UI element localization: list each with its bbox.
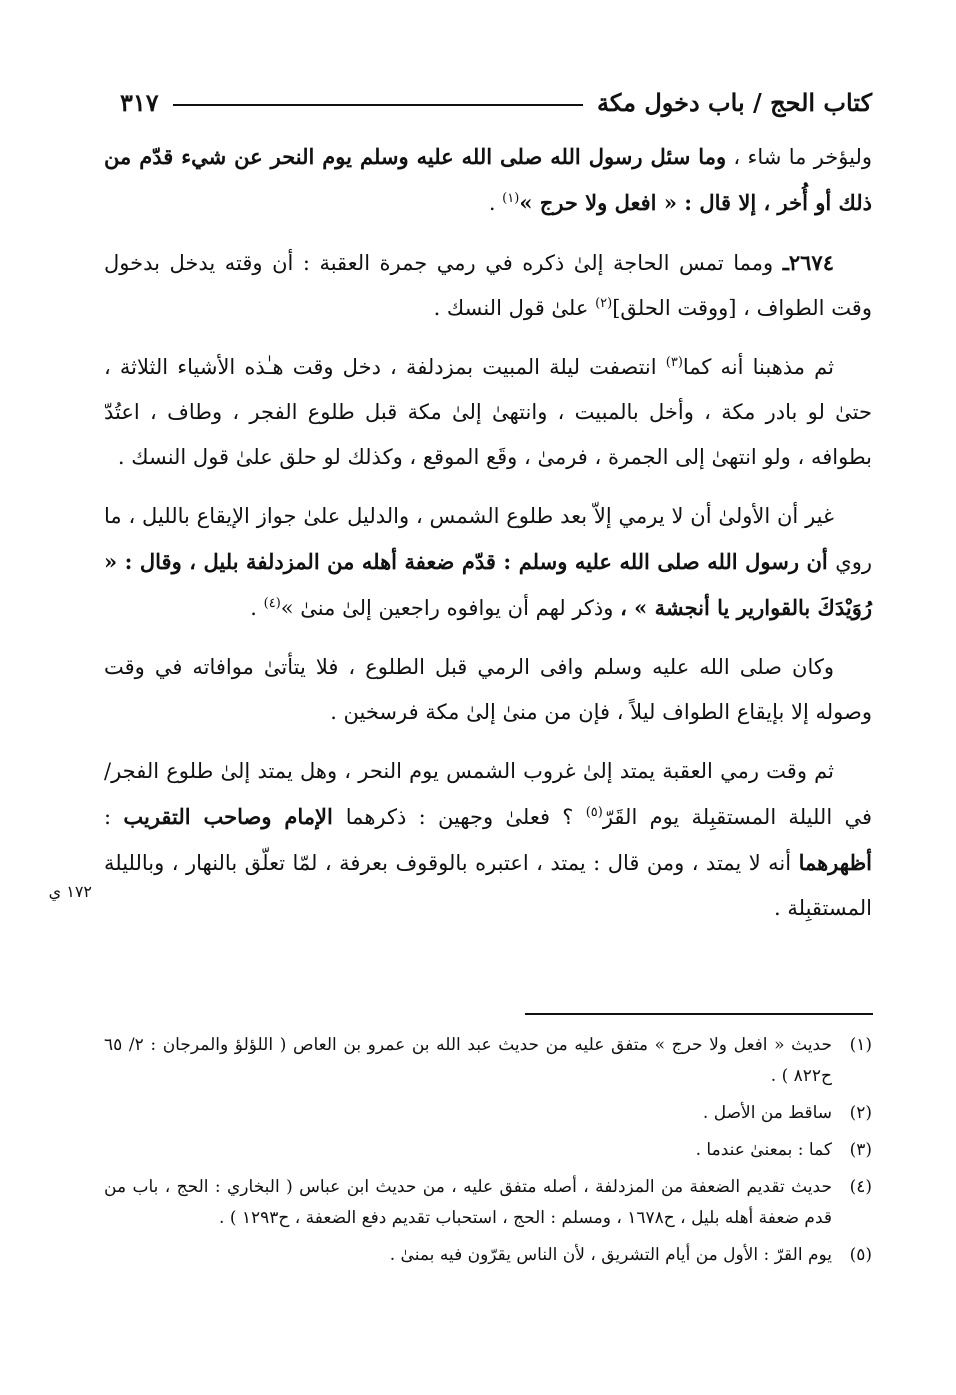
header-rule	[173, 104, 583, 106]
hadith-text: أن رسول الله صلى الله عليه وسلم : قدّم ضعفة أهله من المزدلفة بليل ، وقال : « رُوَيْدَكَ بالقوارير يا أنجشة » ،	[104, 549, 872, 620]
main-text	[104, 134, 872, 945]
footnote-ref: (٢)	[595, 296, 613, 311]
paragraph-text: وذكر لهم أن يوافوه راجعين إلىٰ منىٰ »	[280, 596, 621, 620]
paragraph-6	[104, 749, 872, 931]
running-header	[120, 82, 872, 122]
footnote-item	[104, 1172, 872, 1234]
footnote-ref: (١)	[502, 191, 520, 206]
paragraph-5	[104, 645, 872, 735]
footnote-ref: (٤)	[263, 596, 281, 611]
paragraph-text: :	[104, 805, 124, 829]
paragraph-3	[104, 345, 872, 480]
footnote-item	[104, 1098, 872, 1129]
page-number: ٣١٧	[120, 87, 159, 117]
preferred-view-label: أظهرهما	[798, 850, 872, 875]
paragraph-text: ثم مذهبنا أنه كما	[682, 355, 834, 379]
footnote-number: (١)	[849, 1035, 872, 1055]
footnotes	[104, 1030, 872, 1277]
footnote-number: (٤)	[849, 1177, 872, 1197]
footnote-ref: (٣)	[665, 355, 683, 370]
paragraph-text: أنه لا يمتد ، ومن قال : يمتد ، اعتبره بالوقوف بعرفة ، لمّا تعلّق بالنهار ، وبالليلة المستقبِلة .	[104, 851, 872, 920]
paragraph-text: علىٰ قول النسك .	[433, 296, 596, 320]
footnote-item	[104, 1030, 872, 1092]
margin-folio-note: ١٧٢ ي	[48, 882, 92, 901]
paragraph-text: غير أن الأولىٰ أن لا يرمي إلاّ بعد طلوع الشمس ، والدليل علىٰ جواز الإيقاع بالليل ، ما روي	[104, 504, 872, 574]
footnote-number: (٢)	[849, 1103, 872, 1123]
footnote-item	[104, 1240, 872, 1271]
paragraph-text: .	[488, 191, 503, 215]
footnote-number: (٣)	[849, 1140, 872, 1160]
paragraph-4	[104, 494, 872, 631]
paragraph-text: ؟ فعلىٰ وجهين : ذكرهما	[345, 805, 586, 829]
issue-number: ٢٦٧٤ـ	[782, 250, 834, 275]
footnote-text: حديث تقديم الضعفة من المزدلفة ، أصله متفق عليه ، من حديث ابن عباس ( البخاري : الحج ، باب من قدم ضعفة أهله بليل ، ح١٦٧٨ ، ومسلم : الحج ، استحباب تقديم دفع الضعفة ، ح١٢٩٣ ) .	[104, 1177, 832, 1228]
footnote-item	[104, 1135, 872, 1166]
paragraph-1	[104, 134, 872, 226]
footnote-separator	[525, 1013, 873, 1015]
paragraph-2	[104, 240, 872, 331]
footnote-text: يوم القرّ : الأول من أيام التشريق ، لأن الناس يقرّون فيه بمنىٰ .	[389, 1245, 832, 1265]
footnote-text: كما : بمعنىٰ عندما .	[695, 1140, 832, 1160]
footnote-ref: (٥)	[585, 805, 603, 820]
paragraph-text: وكان صلى الله عليه وسلم وافى الرمي قبل الطلوع ، فلا يتأتىٰ موافاته في وقت وصوله إلا بإيقاع الطواف ليلاً ، فإن من منىٰ إلىٰ مكة فرسخين .	[104, 655, 872, 724]
paragraph-text: .	[250, 596, 264, 620]
hadith-text: وما سئل رسول الله صلى الله عليه وسلم يوم النحر عن شيء قدّم من ذلك أو أُخر ، إلا قال : « افعل ولا حرج »	[104, 144, 872, 215]
paragraph-text: انتصفت ليلة المبيت بمزدلفة ، دخل وقت هـٰذه الأشياء الثلاثة ، حتىٰ لو بادر مكة ، وأخل بالمبيت ، وانتهىٰ إلىٰ مكة قبل طلوع الفجر ، وطاف ، اعتُدّ بطوافه ، ولو انتهىٰ إلى الجمرة ، فرمىٰ ، وقَع الموقع ، وكذلك لو حلق علىٰ قول النسك .	[104, 355, 872, 469]
footnote-number: (٥)	[849, 1245, 872, 1265]
footnote-text: ساقط من الأصل .	[702, 1103, 832, 1123]
chapter-title: كتاب الحج / باب دخول مكة	[596, 87, 872, 117]
paragraph-text: ثم وقت رمي العقبة يمتد إلىٰ غروب الشمس يوم النحر ، وهل يمتد إلىٰ طلوع الفجر/ في الليلة المستقبِلة يوم القَرّ	[104, 759, 872, 829]
paragraph-text: وليؤخر ما شاء ،	[733, 145, 872, 169]
footnote-text: حديث « افعل ولا حرج » متفق عليه من حديث عبد الله بن عمرو بن العاص ( اللؤلؤ والمرجان : ٢/ ٦٥ ح٨٢٢ ) .	[104, 1035, 832, 1086]
scholar-names: الإمام وصاحب التقريب	[123, 804, 346, 829]
paragraph-text: ومما تمس الحاجة إلىٰ ذكره في رمي جمرة العقبة : أن وقته يدخل بدخول وقت الطواف ، [ووقت الحلق]	[104, 251, 872, 320]
